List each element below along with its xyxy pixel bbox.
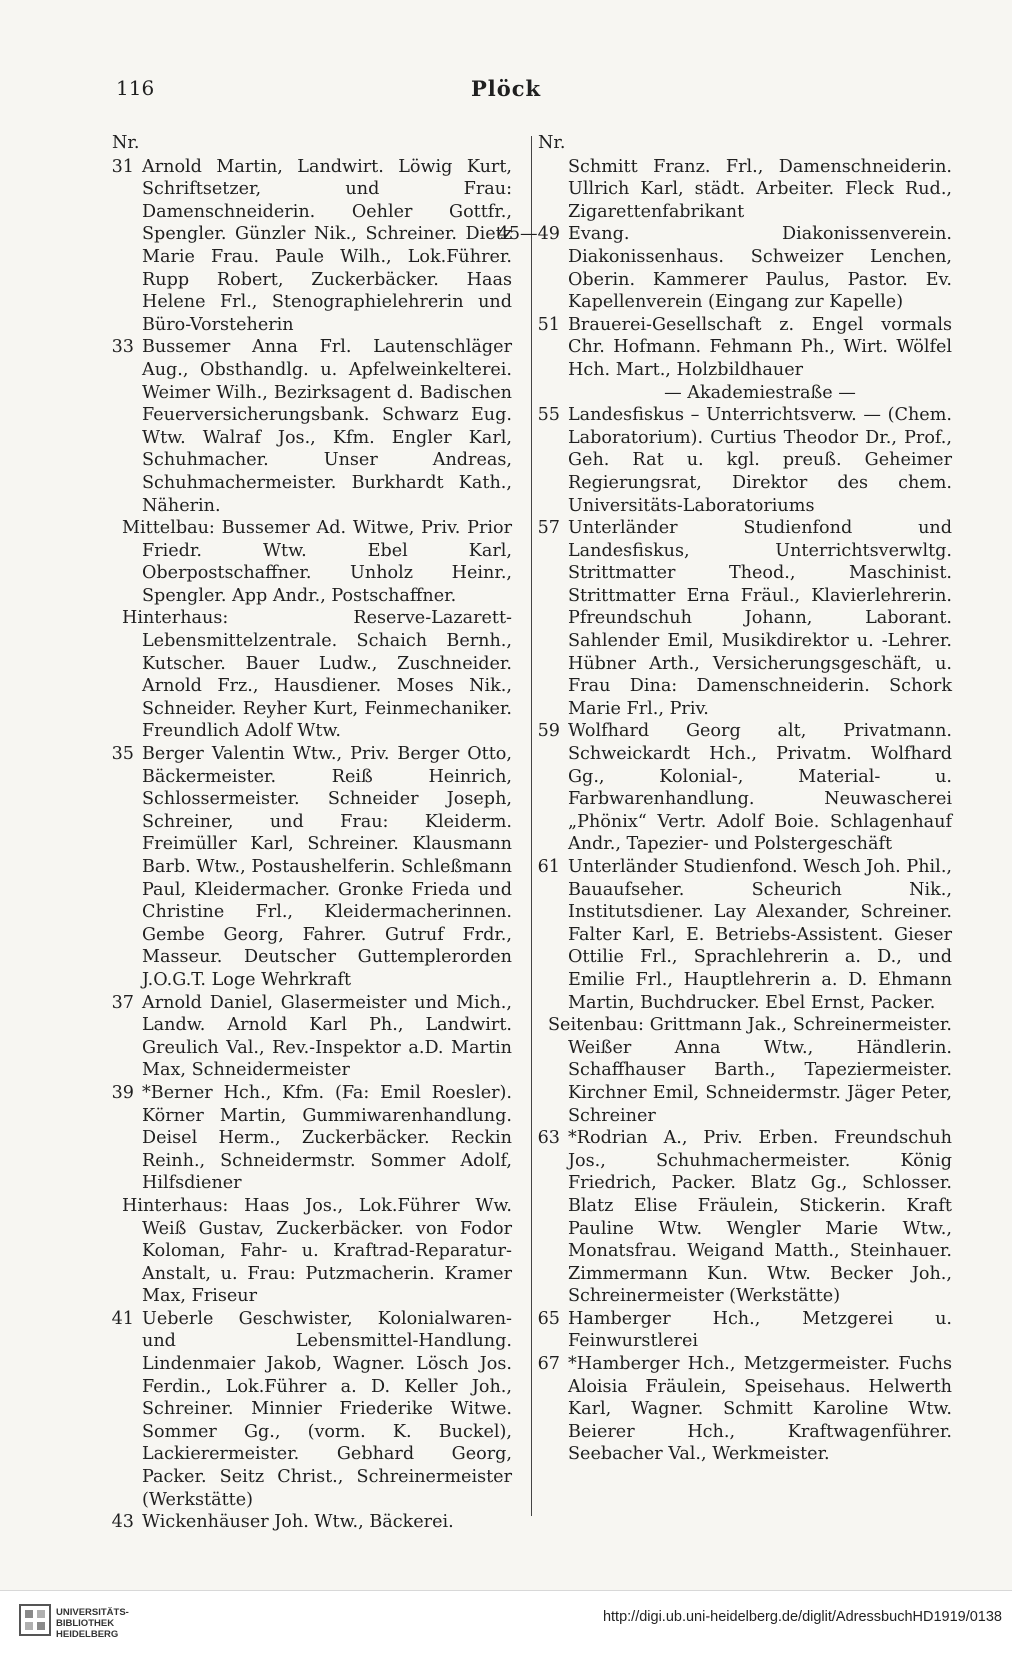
- house-number: 33: [111, 337, 134, 358]
- logo-line: BIBLIOTHEK: [56, 1618, 115, 1629]
- address-entry: [538, 517, 952, 720]
- address-entry: [112, 336, 512, 517]
- entry-text: *Hamberger Hch., Metzgermeister. Fuchs Aloisia Fräulein, Speisehaus. Helwerth Karl, Wagner. Schmitt Karoline Wtw. Beierer Hch., Kraftwagenführer. Seebacher Val., Werkmeister.: [568, 1354, 952, 1465]
- house-number: 37: [111, 992, 134, 1013]
- street-separator: — Akademiestraße —: [664, 382, 856, 403]
- building-section-label: Mittelbau:: [122, 518, 215, 539]
- building-section-entry: [538, 1014, 952, 1127]
- page-number: 116: [116, 76, 155, 100]
- entry-text: Brauerei-Gesellschaft z. Engel vormals Chr. Hofmann. Fehmann Ph., Wirt. Wölfel Hch. Mart., Holzbildhauer: [568, 314, 952, 380]
- entry-text: *Berner Hch., Kfm. (Fa: Emil Roesler). Körner Martin, Gummiwarenhandlung. Deisel Herm., Zuckerbäcker. Reckin Reinh., Schneidermstr. Sommer Adolf, Hilfsdiener: [142, 1082, 512, 1194]
- address-entry: [538, 720, 952, 856]
- address-entry: [538, 1353, 952, 1466]
- entry-text: Arnold Daniel, Glasermeister und Mich., Landw. Arnold Karl Ph., Landwirt. Greulich Val., Rev.-Inspektor a.D. Martin Max, Schneidermeister: [142, 992, 512, 1081]
- library-logo-text: [56, 1607, 129, 1640]
- address-entry: [112, 1511, 512, 1534]
- house-number: 65: [537, 1308, 560, 1329]
- page-header: [0, 76, 1012, 110]
- house-number: 55: [537, 405, 560, 426]
- house-number: 45—49: [497, 224, 560, 245]
- building-section-entry: [112, 1195, 512, 1308]
- house-number: 59: [537, 721, 560, 742]
- building-section-label: Hinterhaus:: [122, 1195, 229, 1216]
- building-section-label: Seitenbau:: [548, 1015, 644, 1036]
- nr-heading: Nr.: [538, 133, 566, 153]
- house-number: 41: [111, 1308, 134, 1329]
- house-number: 39: [111, 1082, 134, 1103]
- building-section-entry: [112, 607, 512, 743]
- address-entry: [538, 856, 952, 1014]
- house-number: 61: [537, 857, 560, 877]
- entry-text: Bussemer Anna Frl. Lautenschläger Aug., Obsthandlg. u. Apfelweinkelterei. Weimer Wilh., Bezirksagent d. Badischen Feuerversicherungsbank. Schwarz Eug. Wtw. Walraf Jos., Kfm. Engler Karl, Schuhmacher. Unser Andreas, Schuhmachermeister. Burkhardt Kath., Näherin.: [142, 337, 512, 516]
- entry-text: Reserve-Lazarett-Lebensmittelzentrale. Schaich Bernh., Kutscher. Bauer Ludw., Zuschneider. Arnold Frz., Hausdiener. Moses Nik., Schneider. Reyher Kurt, Feinmechaniker. Freundlich Adolf Wtw.: [142, 608, 512, 742]
- house-number: 43: [111, 1512, 134, 1533]
- address-entry: [112, 992, 512, 1082]
- entry-text: Arnold Martin, Landwirt. Löwig Kurt, Schriftsetzer, und Frau: Damenschneiderin. Oehler Gottfr., Spengler. Günzler Nik., Schreiner. Dietz Marie Frau. Paule Wilh., Lok.Führer. Rupp Robert, Zuckerbäcker. Haas Helene Frl., Stenographielehrerin und Büro-Vorsteherin: [142, 156, 512, 335]
- entry-text: Haas Jos., Lok.Führer Ww. Weiß Gustav, Zuckerbäcker. von Fodor Koloman, Fahr- u. Kraftrad-Reparatur-Anstalt, u. Frau: Putzmacherin. Kramer Max, Friseur: [142, 1195, 512, 1307]
- entry-text: Berger Valentin Wtw., Priv. Berger Otto, Bäckermeister. Reiß Heinrich, Schlossermeister. Schneider Joseph, Schreiner, und Frau: Kleiderm. Freimüller Karl, Schreiner. Klausmann Barb. Wtw., Postaushelferin. Schleßmann Paul, Kleidermacher. Gronke Frieda und Christine Frl., Kleidermacherinnen. Gembe Georg, Fahrer. Gutruf Frdr., Masseur. Deutscher Guttemplerorden J.O.G.T. Loge Wehrkraft: [142, 744, 512, 990]
- university-seal-icon: [18, 1603, 52, 1637]
- house-number: 31: [111, 156, 134, 177]
- address-entry: [112, 1308, 512, 1511]
- entry-text: Wolfhard Georg alt, Privatmann. Schweickardt Hch., Privatm. Wolfhard Gg., Kolonial-, Material- u. Farbwarenhandlung. Neuwascherei „Phönix“ Vertr. Adolf Boie. Schlagenhauf Andr., Tapezier- und Polstergeschäft: [568, 721, 952, 855]
- logo-line: UNIVERSITÄTS-: [56, 1607, 129, 1618]
- page-title: Plöck: [470, 76, 542, 101]
- logo-line: HEIDELBERG: [56, 1629, 119, 1640]
- entry-text: Bussemer Ad. Witwe, Priv. Prior Friedr. Wtw. Ebel Karl, Oberpostschaffner. Unholz Heinr., Spengler. App Andr., Postschaffner.: [142, 518, 513, 606]
- entry-text: Grittmann Jak., Schreinermeister. Weißer Anna Wtw., Händlerin. Schaffhauser Barth., Tapeziermeister. Kirchner Emil, Schneidermstr. Jäger Peter, Schreiner: [568, 1015, 952, 1126]
- right-column: [497, 132, 952, 1466]
- entry-text: Hamberger Hch., Metzgerei u. Feinwurstlerei: [568, 1308, 952, 1352]
- house-number: 35: [111, 744, 134, 765]
- nr-heading: Nr.: [112, 133, 140, 153]
- left-column: [112, 132, 512, 1534]
- address-entry: [538, 156, 952, 224]
- address-entry: [112, 1082, 512, 1195]
- entry-text: Unterländer Studienfond und Landesfiskus, Unterrichtsverwltg. Strittmatter Theod., Maschinist. Strittmatter Erna Fräul., Klavierlehrerin. Pfreundschuh Johann, Laborant. Sahlender Emil, Musikdirektor u. -Lehrer. Hübner Arth., Versicherungsgeschäft, u. Frau Dina: Damenschneiderin. Schork Marie Frl., Priv.: [568, 518, 952, 719]
- house-number: 67: [537, 1354, 560, 1375]
- address-entry: [497, 223, 952, 313]
- entry-text: Wickenhäuser Joh. Wtw., Bäckerei.: [142, 1512, 454, 1533]
- house-number: 63: [537, 1128, 560, 1149]
- source-url-link[interactable]: http://digi.ub.uni-heidelberg.de/diglit/AdressbuchHD1919/0138: [602, 1609, 1002, 1625]
- address-entry: [538, 1308, 952, 1353]
- address-entry: [538, 404, 952, 517]
- address-entry: [538, 314, 952, 382]
- entry-text: Evang. Diakonissenverein. Diakonissenhaus. Schweizer Lenchen, Oberin. Kammerer Paulus, Pastor. Ev. Kapellenverein (Eingang zur Kapelle): [568, 224, 952, 313]
- address-entry: [112, 743, 512, 992]
- entry-text: *Rodrian A., Priv. Erben. Freundschuh Jos., Schuhmachermeister. König Friedrich, Packer. Blatz Gg., Schlosser. Blatz Elise Fräulein, Stickerin. Kraft Pauline Wtw. Wengler Marie Wtw., Monatsfrau. Weigand Matth., Steinhauer. Zimmermann Kun. Wtw. Becker Joh., Schreinermeister (Werkstätte): [568, 1128, 952, 1307]
- entry-text: Ueberle Geschwister, Kolonialwaren- und Lebensmittel-Handlung. Lindenmaier Jakob, Wagner. Lösch Jos. Ferdin., Lok.Führer a. D. Keller Joh., Schreiner. Minnier Friederike Witwe. Sommer Gg., (vorm. K. Buckel), Lackierermeister. Gebhard Georg, Packer. Seitz Christ., Schreinermeister (Werkstätte): [142, 1308, 512, 1510]
- house-number: 51: [537, 314, 560, 335]
- house-number: 57: [537, 518, 560, 539]
- entry-text: Landesfiskus – Unterrichtsverw. — (Chem. Laboratorium). Curtius Theodor Dr., Prof., Geh. Rat u. kgl. preuß. Geheimer Regierungsrat, Direktor des chem. Universitäts-Laboratoriums: [568, 405, 952, 516]
- building-section-label: Hinterhaus:: [122, 608, 229, 629]
- address-entry: [112, 156, 512, 337]
- footer-bar: [0, 1590, 1012, 1671]
- entry-text: Schmitt Franz. Frl., Damenschneiderin. Ullrich Karl, städt. Arbeiter. Fleck Rud., Zigarettenfabrikant: [568, 156, 952, 222]
- building-section-entry: [112, 517, 512, 607]
- address-entry: [538, 1127, 952, 1308]
- entry-text: Unterländer Studienfond. Wesch Joh. Phil., Bauaufseher. Scheurich Nik., Institutsdiener. Lay Alexander, Schreiner. Falter Karl, E. Betriebs-Assistent. Gieser Ottilie Frl., Sprachlehrerin a. D., und Emilie Frl., Hauptlehrerin a. D. Ehmann Martin, Buchdrucker. Ebel Ernst, Packer.: [568, 857, 952, 1013]
